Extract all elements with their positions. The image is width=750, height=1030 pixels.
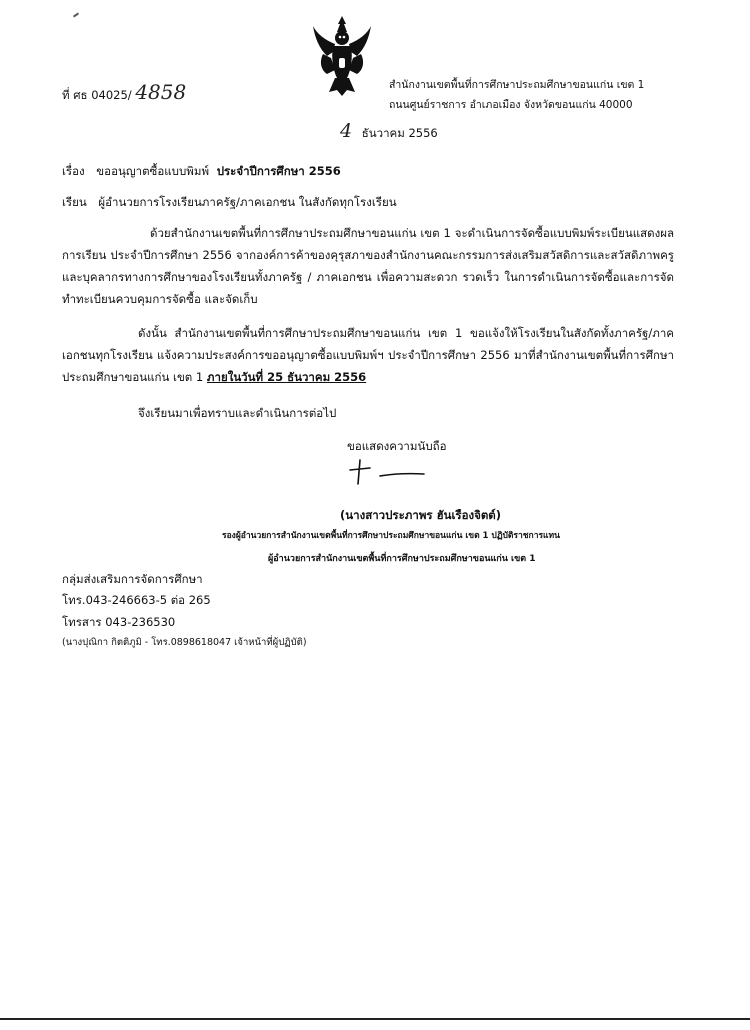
- recipient-label: เรียน: [62, 195, 87, 209]
- date-day-handwritten: 4: [340, 120, 353, 142]
- contact-fax: โทรสาร 043-236530: [62, 615, 176, 629]
- scan-speck: [73, 12, 79, 17]
- recipient-text: ผู้อำนวยการโรงเรียนภาครัฐ/ภาคเอกชน ในสังกัดทุกโรงเรียน: [98, 195, 397, 209]
- contact-phone: โทร.043-246663-5 ต่อ 265: [62, 593, 211, 607]
- contact-department: กลุ่มส่งเสริมการจัดการศึกษา: [62, 572, 203, 586]
- document-number: [62, 80, 186, 105]
- subject-text: ขออนุญาตซื้อแบบพิมพ์: [96, 164, 210, 178]
- subject-academic-year: ประจำปีการศึกษา 2556: [216, 164, 341, 178]
- document-number-prefix: ที่ ศธ 04025/: [62, 88, 132, 102]
- signer-position-line-1: รองผู้อำนวยการสำนักงานเขตพื้นที่การศึกษาประถมศึกษาขอนแก่น เขต 1 ปฏิบัติราชการแทน: [222, 531, 560, 541]
- page-bottom-edge: [0, 1018, 750, 1020]
- signer-position-line-2: ผู้อำนวยการสำนักงานเขตพื้นที่การศึกษาประถมศึกษาขอนแก่น เขต 1: [268, 554, 536, 564]
- recipient-line: [62, 194, 397, 212]
- subject-label: เรื่อง: [62, 164, 85, 178]
- submission-deadline: ภายในวันที่ 25 ธันวาคม 2556: [206, 370, 367, 384]
- contact-officer: (นางปุณิกา กิตติภูมิ - โทร.0898618047 เจ้าหน้าที่ผู้ปฏิบัติ): [62, 637, 307, 648]
- document-number-handwritten: 4858: [135, 80, 187, 104]
- document-date: [340, 120, 438, 143]
- closing-line: จึงเรียนมาเพื่อทราบและดำเนินการต่อไป: [138, 406, 337, 420]
- handwritten-signature: [340, 456, 430, 486]
- body-paragraph-2: [62, 322, 674, 388]
- signer-name: (นางสาวประภาพร ฮันเรืองจิตต์): [340, 508, 502, 522]
- date-month-year: ธันวาคม 2556: [361, 126, 438, 140]
- garuda-emblem-icon: [311, 14, 373, 98]
- office-name: สำนักงานเขตพื้นที่การศึกษาประถมศึกษาขอนแก่น เขต 1: [389, 79, 645, 91]
- paragraph-2-text: ดังนั้น สำนักงานเขตพื้นที่การศึกษาประถมศึกษาขอนแก่น เขต 1 ขอแจ้งให้โรงเรียนในสังกัดทั้งภาครัฐ/ภาคเอกชนทุกโรงเรียน แจ้งความประสงค์การขออนุญาตซื้อแบบพิมพ์ฯ ประจำปีการศึกษา 2556 มาที่สำนักงานเขตพื้นที่การศึกษาประถมศึกษาขอนแก่น เขต 1: [62, 326, 674, 384]
- subject-line: [62, 163, 341, 181]
- salutation: ขอแสดงความนับถือ: [347, 439, 447, 453]
- paragraph-1-text: ด้วยสำนักงานเขตพื้นที่การศึกษาประถมศึกษาขอนแก่น เขต 1 จะดำเนินการจัดซื้อแบบพิมพ์ระเบียนแสดงผลการเรียน ประจำปีการศึกษา 2556 จากองค์การค้าของคุรุสภาของสำนักงานคณะกรรมการส่งเสริมสวัสดิการและสวัสดิภาพครูและบุคลากรทางการศึกษาของโรงเรียนทั้งภาครัฐ / ภาคเอกชน เพื่อความสะดวก รวดเร็ว ในการดำเนินการจัดซื้อและการจัดทำทะเบียนควบคุมการจัดซื้อ และจัดเก็บ: [62, 226, 674, 306]
- body-paragraph-1: [62, 222, 674, 310]
- office-address: ถนนศูนย์ราชการ อำเภอเมือง จังหวัดขอนแก่น 40000: [389, 99, 633, 111]
